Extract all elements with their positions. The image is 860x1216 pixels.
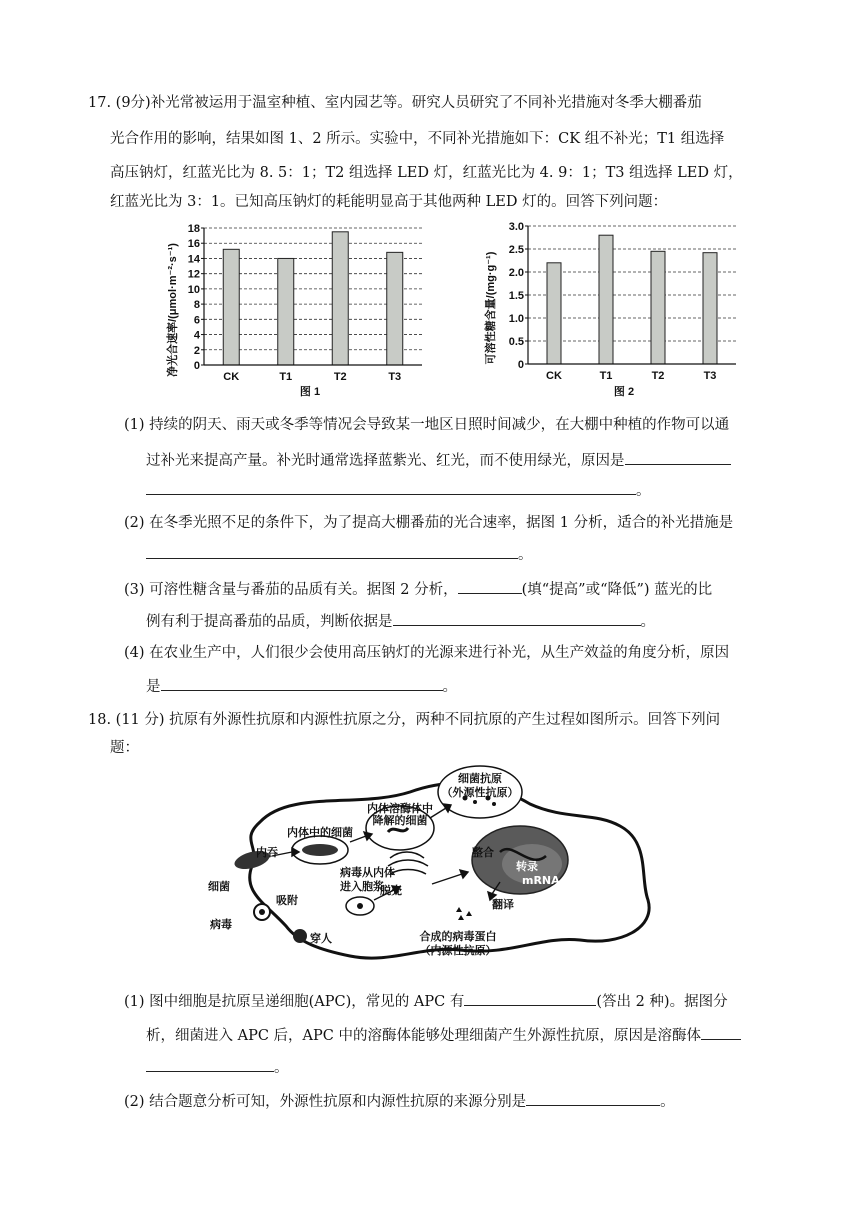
y-tick-label: 2 <box>193 344 200 357</box>
label-adsorb: 吸附 <box>276 894 298 907</box>
q17-stem-line-4: 红蓝光比为 3：1。已知高压钠灯的耗能明显高于其他两种 LED 灯的。回答下列问题： <box>110 194 668 210</box>
label-bacterial-antigen: 细菌抗原 <box>458 772 502 785</box>
chart2-bars <box>547 235 717 364</box>
chart-figure-2 <box>478 218 748 398</box>
y-tick-label: 1.0 <box>508 313 524 325</box>
chart1-bars <box>223 232 403 365</box>
answer-blank-18-2[interactable] <box>526 1090 660 1106</box>
q18-sub1-line-2 <box>146 1024 741 1046</box>
bar-t3 <box>387 252 403 365</box>
label-exogenous: （外源性抗原） <box>441 786 519 799</box>
answer-blank-4[interactable] <box>161 675 443 691</box>
q17-stem-line-1: 17. (9分)补光常被运用于温室种植、室内园艺等。研究人员研究了不同补光措施对冬季大棚番茄 <box>88 95 702 111</box>
bar-t1 <box>278 258 294 365</box>
q17-sub4-line-2 <box>146 675 457 697</box>
chart-figure-1 <box>160 218 430 398</box>
label-endosome-bacteria: 内体中的细菌 <box>287 826 353 839</box>
y-tick-label: 0 <box>517 359 524 371</box>
y-tick-label: 1.5 <box>508 290 524 302</box>
chart2-yticks <box>509 221 528 371</box>
q17-sub2-line-2 <box>146 543 533 565</box>
y-tick-label: 2.5 <box>508 244 524 256</box>
y-tick-label: 4 <box>193 329 200 342</box>
q18-sub1-text-pre: (1) 图中细胞是抗原呈递细胞(APC)，常见的 APC 有 <box>124 994 465 1010</box>
x-category-label: T2 <box>651 370 665 382</box>
q17-sub3-line-2 <box>146 610 655 632</box>
answer-blank-3b[interactable] <box>393 610 641 626</box>
chart1-title: 图 1 <box>299 386 321 398</box>
answer-blank-18-1b[interactable] <box>701 1024 741 1040</box>
q17-sub1-line-3 <box>146 479 651 501</box>
label-virus-cytoplasm-1: 病毒从内体 <box>340 866 395 879</box>
y-tick-label: 3.0 <box>508 221 524 233</box>
y-tick-label: 0 <box>193 360 200 372</box>
y-tick-label: 12 <box>187 268 200 281</box>
bar-t2 <box>651 251 665 364</box>
period: 。 <box>640 614 655 630</box>
q18-sub2-line-1 <box>124 1090 675 1112</box>
period: 。 <box>274 1060 289 1076</box>
q17-stem-line-2: 光合作用的影响，结果如图 1、2 所示。实验中，不同补光措施如下：CK 组不补光；T1 组选择 <box>110 131 725 147</box>
answer-blank-18-1a[interactable] <box>464 990 596 1006</box>
x-category-label: T3 <box>703 370 717 382</box>
q18-sub1-text-post: (答出 2 种)。据图分 <box>596 994 728 1010</box>
period: 。 <box>660 1094 675 1110</box>
answer-blank-1b[interactable] <box>146 479 636 495</box>
period: 。 <box>442 679 457 695</box>
answer-blank-2[interactable] <box>146 543 518 559</box>
q17-sub1-line-2 <box>146 449 731 471</box>
q17-sub4-text-b: 是 <box>146 679 161 695</box>
label-viral-protein-1: 合成的病毒蛋白 <box>419 930 497 943</box>
q17-sub1-text: 过补光来提高产量。补光时通常选择蓝紫光、红光，而不使用绿光，原因是 <box>146 453 625 469</box>
y-tick-label: 8 <box>193 299 200 312</box>
x-category-label: T1 <box>599 370 613 382</box>
y-tick-label: 16 <box>187 238 200 251</box>
label-lysosome-1: 内体溶酶体中 <box>367 802 433 815</box>
label-bacteria: 细菌 <box>208 880 230 893</box>
bar-t1 <box>599 235 613 364</box>
q17-sub4-line-1: (4) 在农业生产中，人们很少会使用高压钠灯的光源来进行补光，从生产效益的角度分析，原因 <box>124 645 730 661</box>
q18-sub2-text: (2) 结合题意分析可知，外源性抗原和内源性抗原的来源分别是 <box>124 1094 527 1110</box>
q17-sub3-text-post: (填“提高”或“降低”) 蓝光的比 <box>521 582 713 598</box>
chart1-categories <box>223 371 401 383</box>
answer-blank-3a[interactable] <box>458 578 522 594</box>
y-tick-label: 0.5 <box>508 336 524 348</box>
period: 。 <box>518 547 533 563</box>
x-category-label: T2 <box>333 371 347 383</box>
bar-ck <box>547 263 561 364</box>
q18-sub1-line-1 <box>124 990 728 1012</box>
label-lysosome-2: 降解的细菌 <box>372 814 428 827</box>
y-tick-label: 6 <box>193 314 200 327</box>
chart2-categories <box>546 370 716 382</box>
q17-sub3-text-pre: (3) 可溶性糖含量与番茄的品质有关。据图 2 分析， <box>124 582 458 598</box>
y-tick-label: 14 <box>187 253 200 266</box>
label-virus: 病毒 <box>210 918 232 931</box>
q18-sub1-line-3 <box>146 1056 289 1078</box>
x-category-label: T1 <box>279 371 293 383</box>
label-integrate: 整合 <box>472 846 494 859</box>
bar-t3 <box>703 253 717 364</box>
q17-stem-line-3: 高压钠灯，红蓝光比为 8. 5：1；T2 组选择 LED 灯，红蓝光比为 4. 9：1；T3 组选择 LED 灯， <box>110 165 743 181</box>
label-translate: 翻译 <box>492 898 514 911</box>
label-uncoat: 脱壳 <box>380 884 402 897</box>
q17-sub3-line-1 <box>124 578 712 600</box>
q17-sub2-line-1: (2) 在冬季光照不足的条件下，为了提高大棚番茄的光合速率，据图 1 分析，适合的补光措施是 <box>124 515 734 531</box>
x-category-label: CK <box>546 370 562 382</box>
chart2-title: 图 2 <box>613 386 635 398</box>
label-viral-protein-2: （内源性抗原） <box>419 944 497 957</box>
label-engulf: 内吞 <box>256 846 278 859</box>
label-penetrate: 穿人 <box>310 932 332 945</box>
label-virus-cytoplasm-2: 进入胞浆 <box>340 880 384 893</box>
label-transcribe: 转录 <box>516 860 538 873</box>
bar-ck <box>223 249 239 365</box>
x-category-label: CK <box>223 371 240 383</box>
bar-t2 <box>332 232 348 365</box>
q17-sub1-line-1: (1) 持续的阴天、雨天或冬季等情况会导致某一地区日照时间减少，在大棚中种植的作物可以通 <box>124 417 730 433</box>
q17-sub3-text-b: 例有利于提高番茄的品质，判断依据是 <box>146 614 393 630</box>
y-tick-label: 2.0 <box>508 267 524 279</box>
label-mrna: mRNA <box>522 874 560 887</box>
chart1-yticks <box>188 223 204 372</box>
q18-stem-line-1: 18. (11 分) 抗原有外源性抗原和内源性抗原之分，两种不同抗原的产生过程如图所示。回答下列问 <box>88 712 721 728</box>
y-tick-label: 18 <box>187 223 200 235</box>
chart2-ylabel: 可溶性糖含量/(mg·g⁻¹) <box>485 251 497 365</box>
answer-blank-18-1c[interactable] <box>146 1056 274 1072</box>
answer-blank-1a[interactable] <box>625 449 731 465</box>
q18-stem-line-2: 题： <box>110 740 139 756</box>
period: 。 <box>636 483 651 499</box>
q18-sub1-text-b: 析，细菌进入 APC 后，APC 中的溶酶体能够处理细菌产生外源性抗原，原因是溶酶体 <box>146 1028 701 1044</box>
x-category-label: T3 <box>388 371 402 383</box>
chart1-ylabel: 净光合速率/(μmol·m⁻²·s⁻¹) <box>167 243 179 377</box>
y-tick-label: 10 <box>187 283 200 296</box>
apc-diagram <box>200 760 660 972</box>
